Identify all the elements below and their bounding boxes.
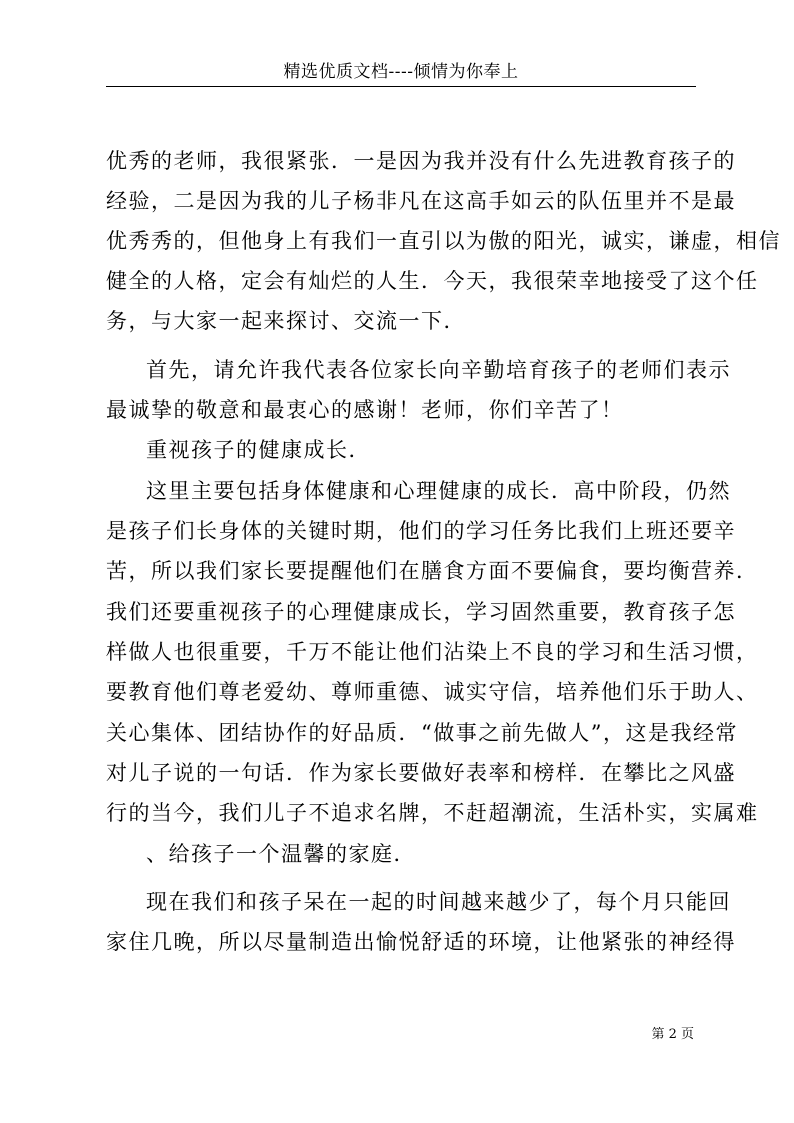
body-line: 要教育他们尊老爱幼、尊师重德、诚实守信，培养他们乐于助人、 [106, 680, 759, 704]
body-line: 关心集体、团结协作的好品质．“做事之前先做人”，这是我经常 [106, 721, 738, 745]
body-line: 行的当今，我们儿子不追求名牌，不赶超潮流，生活朴实，实属难 [106, 801, 759, 825]
body-line: 重视孩子的健康成长． [146, 438, 371, 462]
body-line: 是孩子们长身体的关键时期，他们的学习任务比我们上班还要辛 [106, 519, 736, 543]
page-header [106, 60, 696, 87]
body-line: 我们还要重视孩子的心理健康成长，学习固然重要，教育孩子怎 [106, 600, 736, 624]
body-line: 现在我们和孩子呆在一起的时间越来越少了，每个月只能回 [146, 890, 731, 914]
body-line: 健全的人格，定会有灿烂的人生．今天，我很荣幸地接受了这个任 [106, 269, 759, 293]
body-line: 对儿子说的一句话．作为家长要做好表率和榜样．在攀比之风盛 [106, 761, 736, 785]
body-line: 、给孩子一个温馨的家庭． [146, 842, 416, 866]
body-line: 样做人也很重要，千万不能让他们沾染上不良的学习和生活习惯， [106, 640, 759, 664]
body-line: 首先，请允许我代表各位家长向辛勤培育孩子的老师们表示 [146, 358, 731, 382]
body-line: 优秀的老师，我很紧张．一是因为我并没有什么先进教育孩子的 [106, 149, 736, 173]
body-line: 苦，所以我们家长要提醒他们在膳食方面不要偏食，要均衡营养． [106, 559, 759, 583]
body-line: 务，与大家一起来探讨、交流一下． [106, 309, 466, 333]
body-line: 家住几晚，所以尽量制造出愉悦舒适的环境，让他紧张的神经得 [106, 930, 736, 954]
body-line: 这里主要包括身体健康和心理健康的成长．高中阶段，仍然 [146, 479, 731, 503]
page-number: 第 2 页 [651, 1027, 694, 1042]
body-line: 优秀秀的，但他身上有我们一直引以为傲的阳光，诚实，谦虚，相信 [106, 229, 781, 253]
body-line: 经验，二是因为我的儿子杨非凡在这高手如云的队伍里并不是最 [106, 189, 736, 213]
body-line: 最诚挚的敬意和最衷心的感谢！老师，你们辛苦了！ [106, 398, 624, 422]
header-title: 精选优质文档----倾情为你奉上 [283, 62, 519, 82]
